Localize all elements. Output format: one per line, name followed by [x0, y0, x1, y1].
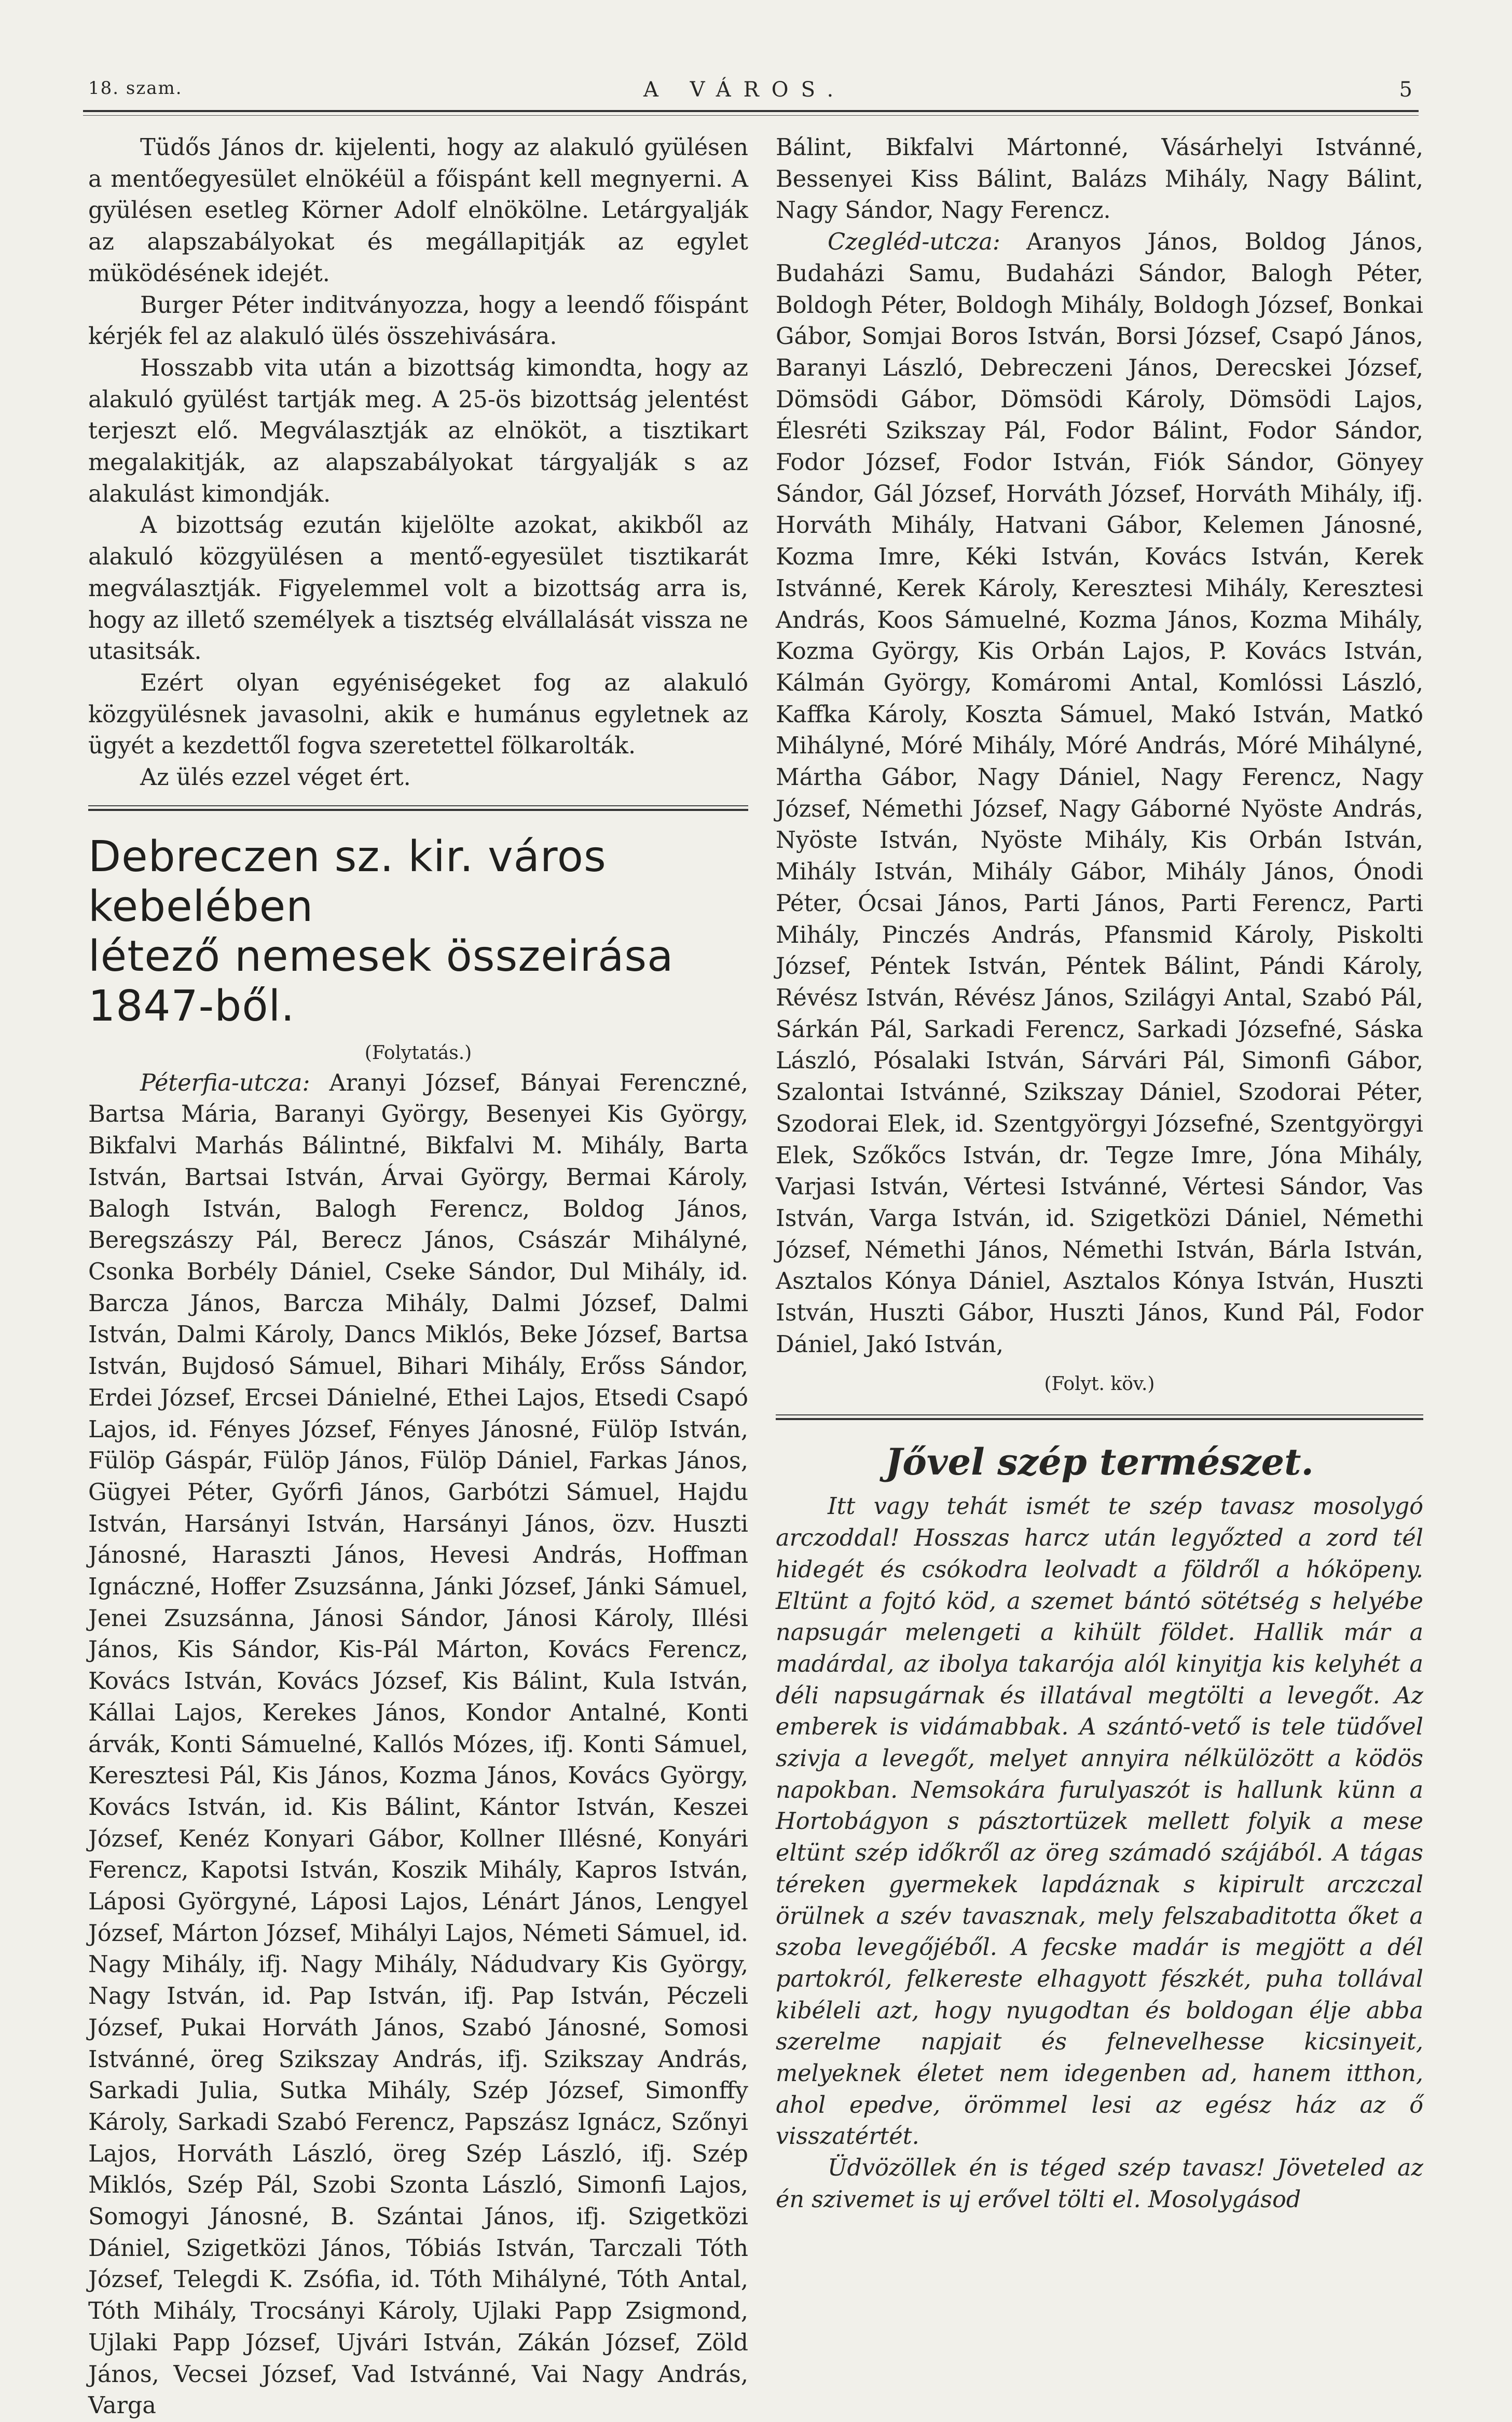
section-divider	[776, 1414, 1423, 1422]
page-header	[88, 78, 1413, 114]
names-paragraph	[776, 227, 1423, 1360]
meeting-paragraph: Hosszabb vita után a bizottság kimondta, hogy az alakuló gyülést tartják meg. A 25-ös bizottság jelentést terjeszt elő. Megválasztják az elnököt, a tisztikart megalakitják, az alapszabályokat tárgyalják s az alakulást kimondják.	[88, 354, 748, 507]
names-continued: Bálint, Bikfalvi Mártonné, Vásárhelyi Istvánné, Bessenyei Kiss Bálint, Balázs Mihály, Nagy Bálint, Nagy Sándor, Nagy Ferencz.	[776, 134, 1423, 224]
street-name: Péterfia-utcza:	[140, 1069, 310, 1096]
issue-number: 18. szam.	[88, 78, 183, 99]
article-heading-line: létező nemesek összeirása 1847-ből.	[88, 931, 674, 1031]
header-rule-thin	[83, 115, 1419, 116]
names-list: Aranyi József, Bányai Ferenczné, Bartsa Mária, Baranyi György, Besenyei Kis György, Bikfalvi Marhás Bálintné, Bikfalvi M. Mihály, Barta István, Bartsai István, Árvai György, Bermai Károly, Balogh István, Balogh Ferencz, Boldog János, Beregszászy Pál, Berecz János, Császár Mihályné, Csonka Borbély Dániel, Cseke Sándor, Dul Mihály, id. Barcza János, Barcza Mihály, Dalmi József, Dalmi István, Dalmi Károly, Dancs Miklós, Beke József, Bartsa István, Bujdosó Sámuel, Bihari Mihály, Erőss Sándor, Erdei József, Ercsei Dánielné, Ethei Lajos, Etsedi Csapó Lajos, id. Fényes József, Fényes Jánosné, Fülöp István, Fülöp Gáspár, Fülöp János, Fülöp Dániel, Farkas János, Gügyei Péter, Győrfi János, Garbótzi Sámuel, Hajdu István, Harsányi István, Harsányi János, özv. Huszti Jánosné, Haraszti János, Hevesi András, Hoffman Ignáczné, Hoffer Zsuzsánna, Jánki József, Jánki Sámuel, Jenei Zsuzsánna, Jánosi Sándor, Jánosi Károly, Illési János, Kis Sándor, Kis-Pál Márton, Kovács Ferencz, Kovács István, Kovács József, Kis Bálint, Kula István, Kállai Lajos, Kerekes János, Kondor Antalné, Konti árvák, Konti Sámuelné, Kallós Mózes, ifj. Konti Sámuel, Keresztesi Pál, Kis János, Kozma János, Kovács György, Kovács István, id. Kis Bálint, Kántor István, Keszei József, Kenéz Konyari Gábor, Kollner Illésné, Konyári Ferencz, Kapotsi István, Koszik Mihály, Kapros István, Láposi Györgyné, Láposi Lajos, Lénárt János, Lengyel József, Márton József, Mihályi Lajos, Németi Sámuel, id. Nagy Mihály, ifj. Nagy Mihály, Nádudvary Kis György, Nagy István, id. Pap István, ifj. Pap István, Péczeli József, Pukai Horváth János, Szabó Jánosné, Somosi Istvánné, öreg Szikszay András, ifj. Szikszay András, Sarkadi Julia, Sutka Mihály, Szép József, Simonffy Károly, Sarkadi Szabó Ferencz, Papszász Ignácz, Szőnyi Lajos, Horváth László, öreg Szép László, ifj. Szép Miklós, Szép Pál, Szobi Szonta László, Simonfi Lajos, Somogyi Jánosné, B. Szántai János, ifj. Szigetközi Dániel, Szigetközi János, Tóbiás István, Tarczali Tóth József, Telegdi K. Zsófia, id. Tóth Mihályné, Tóth Antal, Tóth Mihály, Trocsányi Károly, Ujlaki Papp Zsigmond, Ujlaki Papp József, Ujvári István, Zákán József, Zöld János, Vecsei József, Vad Istvánné, Vai Nagy András, Varga	[88, 1069, 749, 2419]
article-heading	[88, 832, 748, 1031]
article-heading-line: Debreczen sz. kir. város kebelében	[88, 832, 607, 931]
names-list: Aranyos János, Boldog János, Budaházi Samu, Budaházi Sándor, Balogh Péter, Boldogh Péter, Boldogh Mihály, Boldogh József, Bonkai Gábor, Somjai Boros István, Borsi József, Csapó János, Baranyi László, Debreczeni János, Derecskei József, Dömsödi Gábor, Dömsödi Károly, Dömsödi Lajos, Élesréti Szikszay Pál, Fodor Bálint, Fodor Sándor, Fodor József, Fodor István, Fiók Sándor, Gönyey Sándor, Gál József, Horváth József, Horváth Mihály, ifj. Horváth Mihály, Hatvani Gábor, Kelemen Jánosné, Kozma Imre, Kéki István, Kovács István, Kerek Istvánné, Kerek Károly, Keresztesi Mihály, Keresztesi András, Koos Sámuelné, Kozma János, Kozma Mihály, Kozma György, Kis Orbán Lajos, P. Kovács István, Kálmán György, Komáromi Antal, Komlóssi László, Kaffka Károly, Koszta Sámuel, Makó István, Matkó Mihályné, Móré Mihály, Móré András, Móré Mihályné, Mártha Gábor, Nagy Dániel, Nagy Ferencz, Nagy József, Némethi József, Nagy Gáborné Nyöste András, Nyöste István, Nyöste Mihály, Kis Orbán István, Mihály István, Mihály Gábor, Mihály János, Ónodi Péter, Ócsai János, Parti János, Parti Ferencz, Parti Mihály, Pinczés András, Pfansmid Károly, Piskolti József, Péntek István, Péntek Bálint, Pándi Károly, Révész István, Révész János, Szilágyi Antal, Szabó Pál, Sárkán Pál, Sarkadi Ferencz, Sarkadi Józsefné, Sáska László, Pósalaki István, Sárvári Pál, Simonfi Gábor, Szalontai Istvánné, Szikszay Dániel, Szodorai Péter, Szodorai Elek, id. Szentgyörgyi Józsefné, Szentgyörgyi Elek, Szőkőcs István, dr. Tegze Imre, Jóna Mihály, Varjasi István, Vértesi Istvánné, Vértesi Sándor, Vas István, Varga István, id. Szigetközi Dániel, Némethi József, Némethi János, Némethi István, Bárla István, Asztalos Kónya Dániel, Asztalos Kónya István, Huszti István, Huszti Gábor, Huszti János, Kund Pál, Fodor Dániel, Jakó István,	[776, 229, 1423, 1358]
left-column	[88, 132, 748, 2422]
street-name: Czegléd-utcza:	[828, 229, 1000, 256]
essay-paragraph: Itt vagy tehát ismét te szép tavasz mosolygó arczoddal! Hosszas harcz után legyőzted a zord tél hidegét és csókodra leolvadt a földről a hóköpeny. Eltünt a fojtó köd, a szemet bántó sötétség s helyébe napsugár melengeti a kihült földet. Hallik már a madárdal, az ibolya takarója alól kinyitja kis kelyhét a déli napsugárnak és illatával megtölti a levegőt. Az emberek is vidámabbak. A szántó-vető is tele tüdővel szivja a levegőt, melyet annyira nélkülözött a ködös napokban. Nemsokára furulyaszót is hallunk künn a Hortobágyon s pásztortüzek mellett folyik a mese eltünt szép időkről az öreg számadó szájából. A tágas téreken gyermekek lapdáznak s kipirult arczczal örülnek a szév tavasznak, mely felszabaditotta őket a szoba levegőjéből. A fecske madár is megjött a dél partokról, felkereste elhagyott fészkét, puha tollával kibéleli azt, hogy nyugodtan és boldogan élje abba szerelme napjait és felnevelhesse kicsinyeit, melyeknek életet nem idegenben ad, hanem itthon, ahol epedve, örömmel lesi az egész ház az ő visszatértét.	[776, 1493, 1423, 2150]
meeting-paragraph: Tüdős János dr. kijelenti, hogy az alakuló gyülésen a mentőegyesület elnökéül a főispánt kell megnyerni. A gyülésen esetleg Körner Adolf elnökölne. Letárgyalják az alapszabályokat és megállapitják az egylet müködésének idejét.	[88, 134, 748, 287]
newspaper-title: A VÁROS.	[643, 78, 846, 102]
page-number: 5	[1399, 78, 1413, 102]
essay-body	[776, 1491, 1423, 2215]
essay-paragraph: Üdvözöllek én is téged szép tavasz! Jöveteled az én szivemet is uj erővel tölti el. Mosolygásod	[776, 2155, 1423, 2213]
continued-note: (Folytatás.)	[364, 1042, 472, 1064]
section-divider	[88, 805, 748, 813]
header-rule	[83, 110, 1419, 112]
right-column	[776, 132, 1423, 2216]
meeting-paragraph: Burger Péter inditványozza, hogy a leendő főispánt kérjék fel az alakuló ülés összehivására.	[88, 292, 748, 350]
essay-title: Jővel szép természet.	[885, 1440, 1314, 1484]
to-be-continued-note: (Folyt. köv.)	[1044, 1373, 1155, 1395]
meeting-closing: Az ülés ezzel véget ért.	[140, 764, 411, 791]
meeting-paragraph: Ezért olyan egyéniségeket fog az alakuló közgyülésnek javasolni, akik e humánus egyletnek az ügyét a kezdettől fogva szeretettel fölkarolták.	[88, 669, 748, 760]
meeting-paragraph: A bizottság ezután kijelölte azokat, akikből az alakuló közgyülésen a mentő-egyesület tisztikarát megválasztják. Figyelemmel volt a bizottság arra is, hogy az illető személyek a tisztség elvállalását vissza ne utasitsák.	[88, 512, 748, 665]
names-paragraph	[88, 1068, 748, 2422]
